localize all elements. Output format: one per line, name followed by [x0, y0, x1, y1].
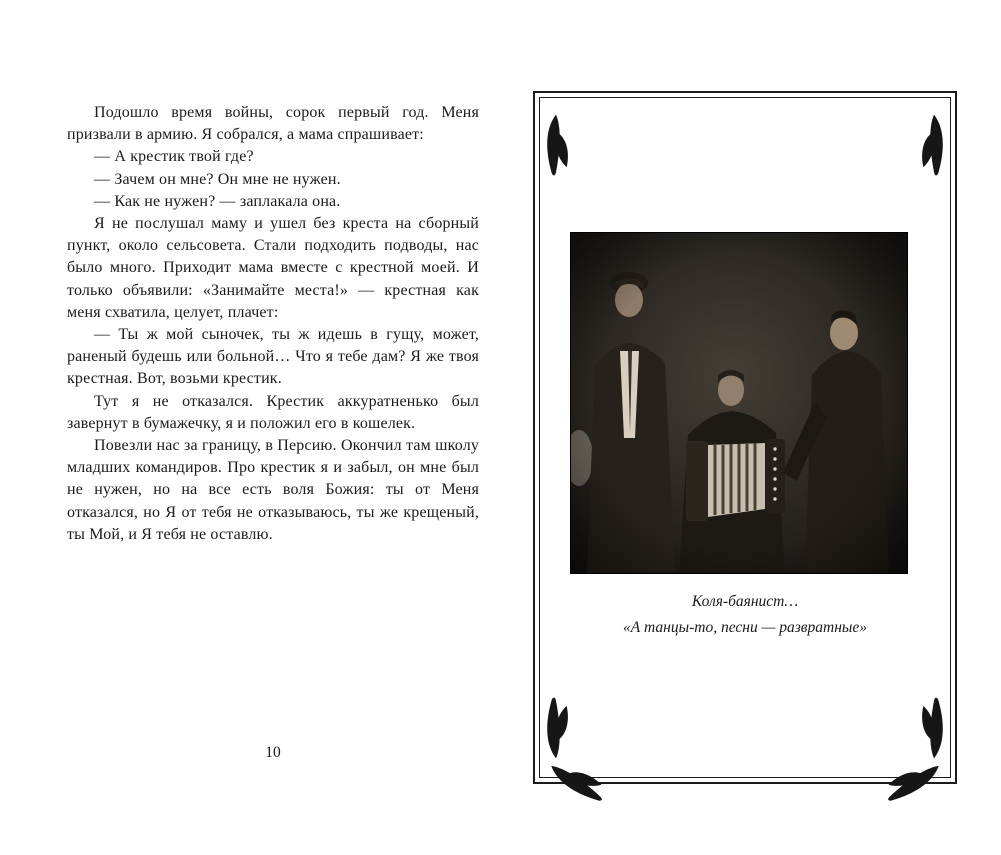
photo-caption-line-2: «А танцы-то, песни — развратные»: [622, 619, 868, 636]
photo-caption-line-1: Коля-баянист…: [691, 593, 799, 610]
paragraph: Я не послушал маму и ушел без креста на сборный пункт, около сельсовета. Стали подходить подводы, нас было много. Приходит мама вместе с крестной моей. И только объявили: «Занимайте места!» — крестная как меня схватила, целует, плачет:: [67, 215, 479, 321]
dialogue-line: — Ты ж мой сыночек, ты ж идешь в гущу, может, раненый будешь или больной… Что я тебе дам? Я же твоя крестная. Вот, возьми крестик.: [67, 326, 479, 388]
leaf-ornament-icon: [542, 113, 570, 177]
photo: [570, 232, 908, 574]
leaf-ornament-icon: [542, 753, 611, 811]
leaf-ornament-icon: [920, 696, 948, 760]
photo-caption: [535, 589, 955, 641]
leaf-ornament-icon: [878, 753, 947, 811]
dialogue-line: — Зачем он мне? Он мне не нужен.: [94, 170, 341, 188]
paragraph: Тут я не отказался. Крестик аккуратненько был завернут в бумажечку, я и положил его в кошелек.: [67, 392, 479, 432]
leaf-ornament-icon: [920, 113, 948, 177]
paragraph: Подошло время войны, сорок первый год. Меня призвали в армию. Я собрался, а мама спрашивает:: [67, 104, 479, 144]
page-number: 10: [265, 744, 281, 761]
decorative-frame: [533, 91, 957, 784]
dialogue-line: — Как не нужен? — заплакала она.: [94, 192, 341, 210]
dialogue-line: — А крестик твой где?: [94, 148, 254, 166]
left-page-text: [67, 102, 479, 546]
paragraph: Повезли нас за границу, в Персию. Окончил там школу младших командиров. Про крестик я и забыл, он мне был не нужен, но на все есть воля Божия: ты от Меня отказался, но Я от тебя не отказываюсь, ты же крещеный, ты Мой, и Я тебя не оставлю.: [67, 437, 479, 543]
leaf-ornament-icon: [542, 696, 570, 760]
photo-illustration: [571, 233, 907, 573]
